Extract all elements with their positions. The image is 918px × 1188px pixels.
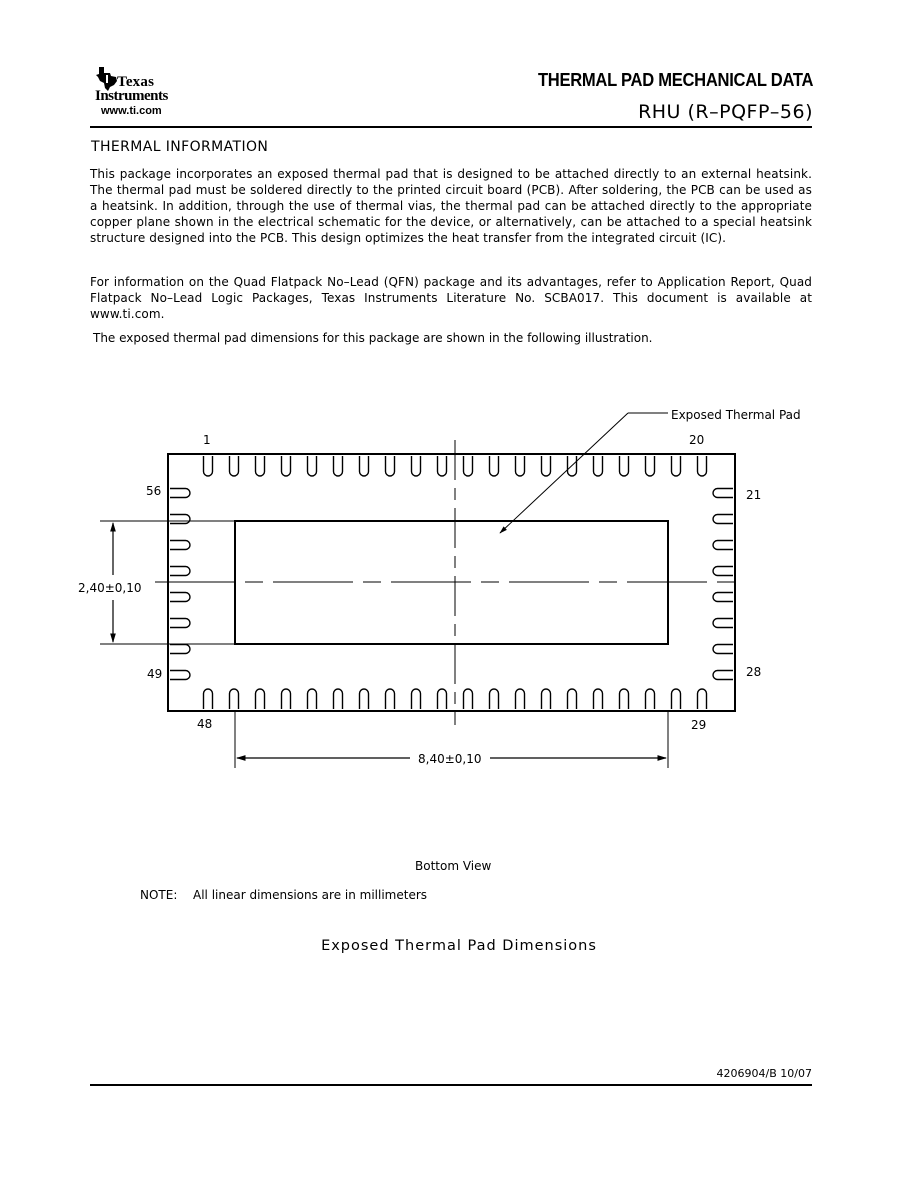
pin-pad-top xyxy=(490,456,499,476)
pin-pad-top xyxy=(438,456,447,476)
pin-pad-left xyxy=(170,541,190,550)
logo-url[interactable]: www.ti.com xyxy=(101,105,162,117)
pin-pad-right xyxy=(713,489,733,498)
note-text: All linear dimensions are in millimeters xyxy=(193,888,428,902)
pin-pad-right xyxy=(713,671,733,680)
pin-label-49: 49 xyxy=(147,667,163,681)
pin-label-29: 29 xyxy=(691,718,707,732)
pin-pad-right xyxy=(713,619,733,628)
pin-label-56: 56 xyxy=(146,484,162,498)
callout-label: Exposed Thermal Pad xyxy=(671,408,801,422)
logo-instruments: Instruments xyxy=(95,88,168,104)
pin-pad-bottom xyxy=(334,689,343,709)
view-label: Bottom View xyxy=(415,859,492,873)
document-number: 4206904/B 10/07 xyxy=(716,1067,812,1080)
pin-pad-top xyxy=(672,456,681,476)
pin-pad-left xyxy=(170,593,190,602)
package-designation: RHU (R–PQFP–56) xyxy=(638,101,813,123)
pin-pad-right xyxy=(713,645,733,654)
pin-pad-top xyxy=(464,456,473,476)
pin-pad-bottom xyxy=(438,689,447,709)
section-heading: THERMAL INFORMATION xyxy=(91,139,269,155)
illustration-paragraph: The exposed thermal pad dimensions for this package are shown in the following illustration. xyxy=(93,331,653,345)
footer-rule xyxy=(90,1084,812,1086)
pin-pad-top xyxy=(542,456,551,476)
pin-pad-right xyxy=(713,541,733,550)
pin-pad-left xyxy=(170,619,190,628)
pin-pad-top xyxy=(230,456,239,476)
pin-pad-bottom xyxy=(516,689,525,709)
pin-label-48: 48 xyxy=(197,717,213,731)
pin-pad-bottom xyxy=(542,689,551,709)
pin-pad-right xyxy=(713,567,733,576)
pin-pad-bottom xyxy=(672,689,681,709)
pin-pad-bottom xyxy=(204,689,213,709)
pin-pad-left xyxy=(170,671,190,680)
intro-paragraph: This package incorporates an exposed thermal pad that is designed to be attached directly to an external heatsink. The thermal pad must be soldered directly to the printed circuit board (PCB). After soldering, the PCB can be used as a heatsink. In addition, through the use of thermal vias, the thermal pad can be attached directly to the appropriate copper plane shown in the electrical schematic for the device, or alternatively, can be attached to a special heatsink structure designed into the PCB. This design optimizes the heat transfer from the integrated circuit (IC). xyxy=(90,167,812,245)
pin-label-28: 28 xyxy=(746,665,762,679)
pin-pad-right xyxy=(713,515,733,524)
pin-label-21: 21 xyxy=(746,488,762,502)
pin-pad-bottom xyxy=(698,689,707,709)
page-title: THERMAL PAD MECHANICAL DATA xyxy=(537,70,813,90)
pin-pad-bottom xyxy=(568,689,577,709)
pin-pad-top xyxy=(360,456,369,476)
height-dimension-label: 2,40±0,10 xyxy=(78,581,142,595)
width-dimension-label: 8,40±0,10 xyxy=(418,752,482,766)
pin-pad-bottom xyxy=(230,689,239,709)
pin-pad-top xyxy=(698,456,707,476)
pin-pad-top xyxy=(204,456,213,476)
pin-pad-top xyxy=(412,456,421,476)
pin-pad-bottom xyxy=(412,689,421,709)
pin-pad-right xyxy=(713,593,733,602)
pin-pad-left xyxy=(170,489,190,498)
pin-pad-top xyxy=(620,456,629,476)
note-label: NOTE: xyxy=(140,888,178,902)
figure-title: Exposed Thermal Pad Dimensions xyxy=(321,938,597,954)
pin-pad-bottom xyxy=(256,689,265,709)
pin-label-1: 1 xyxy=(203,433,211,447)
logo-texas: Texas xyxy=(117,74,155,90)
pin-pad-left xyxy=(170,567,190,576)
pin-pad-bottom xyxy=(490,689,499,709)
pin-pad-bottom xyxy=(646,689,655,709)
pin-pad-bottom xyxy=(386,689,395,709)
pin-pad-left xyxy=(170,515,190,524)
pin-pad-bottom xyxy=(308,689,317,709)
pin-pad-bottom xyxy=(594,689,603,709)
pin-pad-top xyxy=(594,456,603,476)
pin-pad-bottom xyxy=(464,689,473,709)
pin-pad-top xyxy=(308,456,317,476)
pin-pad-bottom xyxy=(282,689,291,709)
pin-pad-top xyxy=(646,456,655,476)
pin-pad-top xyxy=(516,456,525,476)
pin-pad-top xyxy=(386,456,395,476)
pin-label-20: 20 xyxy=(689,433,705,447)
pin-pad-top xyxy=(256,456,265,476)
pin-pad-bottom xyxy=(620,689,629,709)
pin-pad-left xyxy=(170,645,190,654)
qfn-paragraph: For information on the Quad Flatpack No–Lead (QFN) package and its advantages, refer to Application Report, Quad Flatpack No–Lead Logic Packages, Texas Instruments Literature No. SCBA017. This document is available at www.ti.com. xyxy=(90,275,812,321)
callout-leader-arrow xyxy=(500,413,628,533)
pin-pad-top xyxy=(282,456,291,476)
pin-pad-bottom xyxy=(360,689,369,709)
pin-pad-top xyxy=(334,456,343,476)
